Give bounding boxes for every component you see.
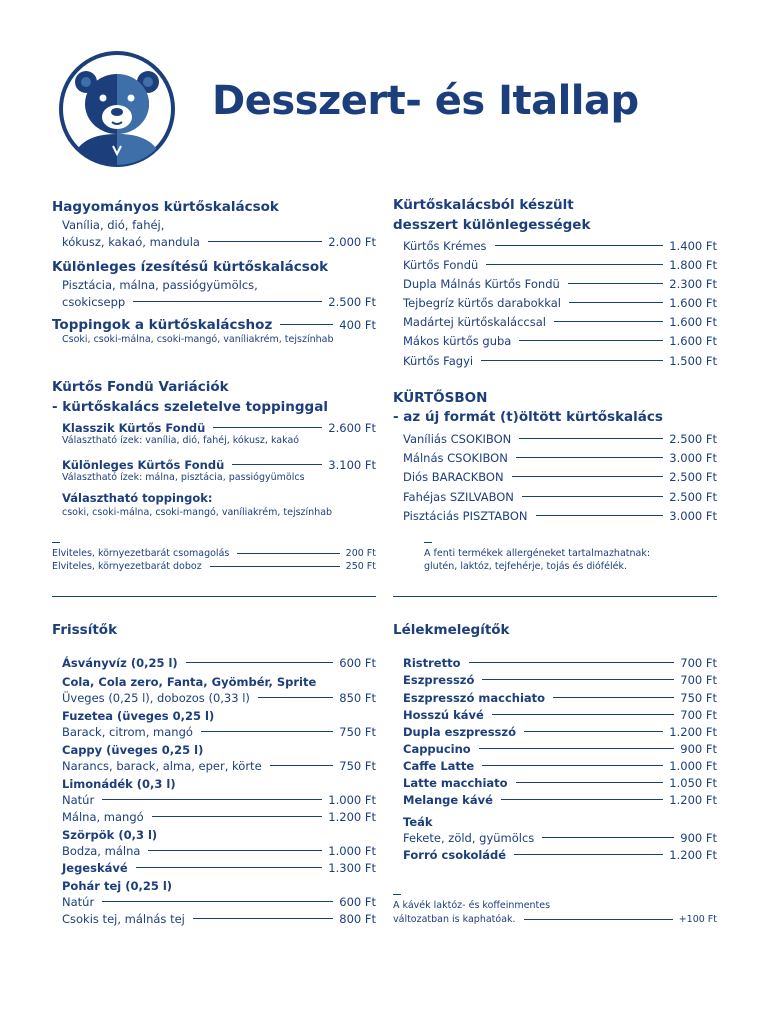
heading-traditional: Hagyományos kürtőskalácsok xyxy=(52,199,279,215)
heading-drinks: Frissítők xyxy=(52,622,118,638)
heading-special: Különleges ízesítésű kürtőskalácsok xyxy=(52,259,329,275)
heading-warm-drinks: Lélekmelegítők xyxy=(393,622,510,638)
traditional-flavors-1: Vanília, dió, fahéj, xyxy=(62,218,165,232)
heading-fondue-sub: - kürtőskalács szeletelve toppinggal xyxy=(52,399,328,415)
coffee-row: Cappucino 900 Ft xyxy=(403,741,717,756)
price-row-takeaway-box: Elviteles, környezetbarát doboz 250 Ft xyxy=(52,561,376,572)
bear-logo xyxy=(52,50,182,168)
coffee-row: Ristretto 700 Ft xyxy=(403,655,717,670)
coffee-row: Eszpresszó macchiato 750 Ft xyxy=(403,690,717,705)
coffee-row: Latte macchiato 1.050 Ft xyxy=(403,775,717,790)
coffee-row: Dupla eszpresszó 1.200 Ft xyxy=(403,724,717,739)
price-row-traditional: kókusz, kakaó, mandula 2.000 Ft xyxy=(62,234,376,249)
drink-group-heading: Cappy (üveges 0,25 l) xyxy=(62,743,204,757)
drink-row: Málna, mangó 1.200 Ft xyxy=(62,809,376,824)
kurtosbon-row: Fahéjas SZILVABON 2.500 Ft xyxy=(403,489,717,504)
heading-fondue: Kürtős Fondü Variációk xyxy=(52,379,229,395)
drink-group-heading: Limonádék (0,3 l) xyxy=(62,777,176,791)
heading-desserts: Kürtőskalácsból készült xyxy=(393,197,574,213)
drink-group-heading: Pohár tej (0,25 l) xyxy=(62,879,173,893)
special-flavors-1: Pisztácia, málna, passiógyümölcs, xyxy=(62,278,258,292)
toppings-choice-heading: Választható toppingok: xyxy=(62,491,213,505)
drink-row: Bodza, málna 1.000 Ft xyxy=(62,843,376,858)
dessert-row: Mákos kürtős guba 1.600 Ft xyxy=(403,333,717,348)
allergen-note-2: glutén, laktóz, tejfehérje, tojás és diófélék. xyxy=(424,561,627,572)
drink-row: Natúr 1.000 Ft xyxy=(62,792,376,807)
coffee-note-1: A kávék laktóz- és koffeinmentes xyxy=(393,900,551,911)
dash-mark xyxy=(424,542,432,543)
drink-group-heading: Szörpök (0,3 l) xyxy=(62,828,158,842)
tea-heading: Teák xyxy=(403,815,433,829)
divider-right xyxy=(393,596,717,597)
dessert-row: Kürtős Fagyi 1.500 Ft xyxy=(403,353,717,368)
drink-row: Narancs, barack, alma, eper, körte 750 Ft xyxy=(62,758,376,773)
coffee-row: Eszpresszó 700 Ft xyxy=(403,672,717,687)
divider-left xyxy=(52,596,376,597)
coffee-row: Melange kávé 1.200 Ft xyxy=(403,792,717,807)
kurtosbon-row: Pisztáciás PISZTABON 3.000 Ft xyxy=(403,508,717,523)
dessert-row: Madártej kürtőskaláccsal 1.600 Ft xyxy=(403,314,717,329)
dessert-row: Dupla Málnás Kürtős Fondü 2.300 Ft xyxy=(403,276,717,291)
tea-row: Fekete, zöld, gyümölcs 900 Ft xyxy=(403,830,717,845)
coffee-row: Hosszú kávé 700 Ft xyxy=(403,707,717,722)
toppings-choice-desc: csoki, csoki-málna, csoki-mangó, vaníliakrém, tejszínhab xyxy=(62,507,333,518)
special-fondue-desc: Választható ízek: málna, pisztácia, passiógyümölcs xyxy=(62,472,305,483)
heading-kurtosbon: KÜRTŐSBON xyxy=(393,390,488,406)
drink-row: Üveges (0,25 l), dobozos (0,33 l) 850 Ft xyxy=(62,690,376,705)
drink-group-heading: Cola, Cola zero, Fanta, Gyömbér, Sprite xyxy=(62,675,317,689)
price-row-special: csokicsepp 2.500 Ft xyxy=(62,294,376,309)
dessert-row: Kürtős Krémes 1.400 Ft xyxy=(403,238,717,253)
classic-fondue-desc: Választható ízek: vanília, dió, fahéj, kókusz, kakaó xyxy=(62,435,300,446)
price-row-classic-fondue: Klasszik Kürtős Fondü 2.600 Ft xyxy=(62,420,376,435)
kurtosbon-row: Diós BARACKBON 2.500 Ft xyxy=(403,469,717,484)
hot-chocolate-row: Forró csokoládé 1.200 Ft xyxy=(403,847,717,862)
drink-group-heading: Fuzetea (üveges 0,25 l) xyxy=(62,709,215,723)
page-title: Desszert- és Itallap xyxy=(212,78,639,124)
drink-row: Csokis tej, málnás tej 800 Ft xyxy=(62,911,376,926)
price-row-special-fondue: Különleges Kürtős Fondü 3.100 Ft xyxy=(62,457,376,472)
price-row-takeaway-pack: Elviteles, környezetbarát csomagolás 200 Ft xyxy=(52,548,376,559)
coffee-row: Caffe Latte 1.000 Ft xyxy=(403,758,717,773)
dash-mark xyxy=(52,542,60,543)
drink-row: Ásványvíz (0,25 l) 600 Ft xyxy=(62,655,376,670)
drink-row: Natúr 600 Ft xyxy=(62,894,376,909)
dash-mark xyxy=(393,894,401,895)
heading-desserts-sub: desszert különlegességek xyxy=(393,217,591,233)
price-row-toppings: Toppingok a kürtőskalácshoz 400 Ft xyxy=(52,316,376,333)
toppings-list: Csoki, csoki-málna, csoki-mangó, vaníliakrém, tejszínhab xyxy=(62,334,334,345)
allergen-note-1: A fenti termékek allergéneket tartalmazhatnak: xyxy=(424,548,651,559)
heading-kurtosbon-sub: - az új formát (t)öltött kürtőskalács xyxy=(393,409,663,425)
dessert-row: Tejbegríz kürtős darabokkal 1.600 Ft xyxy=(403,295,717,310)
drink-row: Jegeskávé 1.300 Ft xyxy=(62,860,376,875)
kurtosbon-row: Vaníliás CSOKIBON 2.500 Ft xyxy=(403,431,717,446)
kurtosbon-row: Málnás CSOKIBON 3.000 Ft xyxy=(403,450,717,465)
drink-row: Barack, citrom, mangó 750 Ft xyxy=(62,724,376,739)
dessert-row: Kürtős Fondü 1.800 Ft xyxy=(403,257,717,272)
coffee-note-price-row: változatban is kaphatóak. +100 Ft xyxy=(393,914,717,925)
